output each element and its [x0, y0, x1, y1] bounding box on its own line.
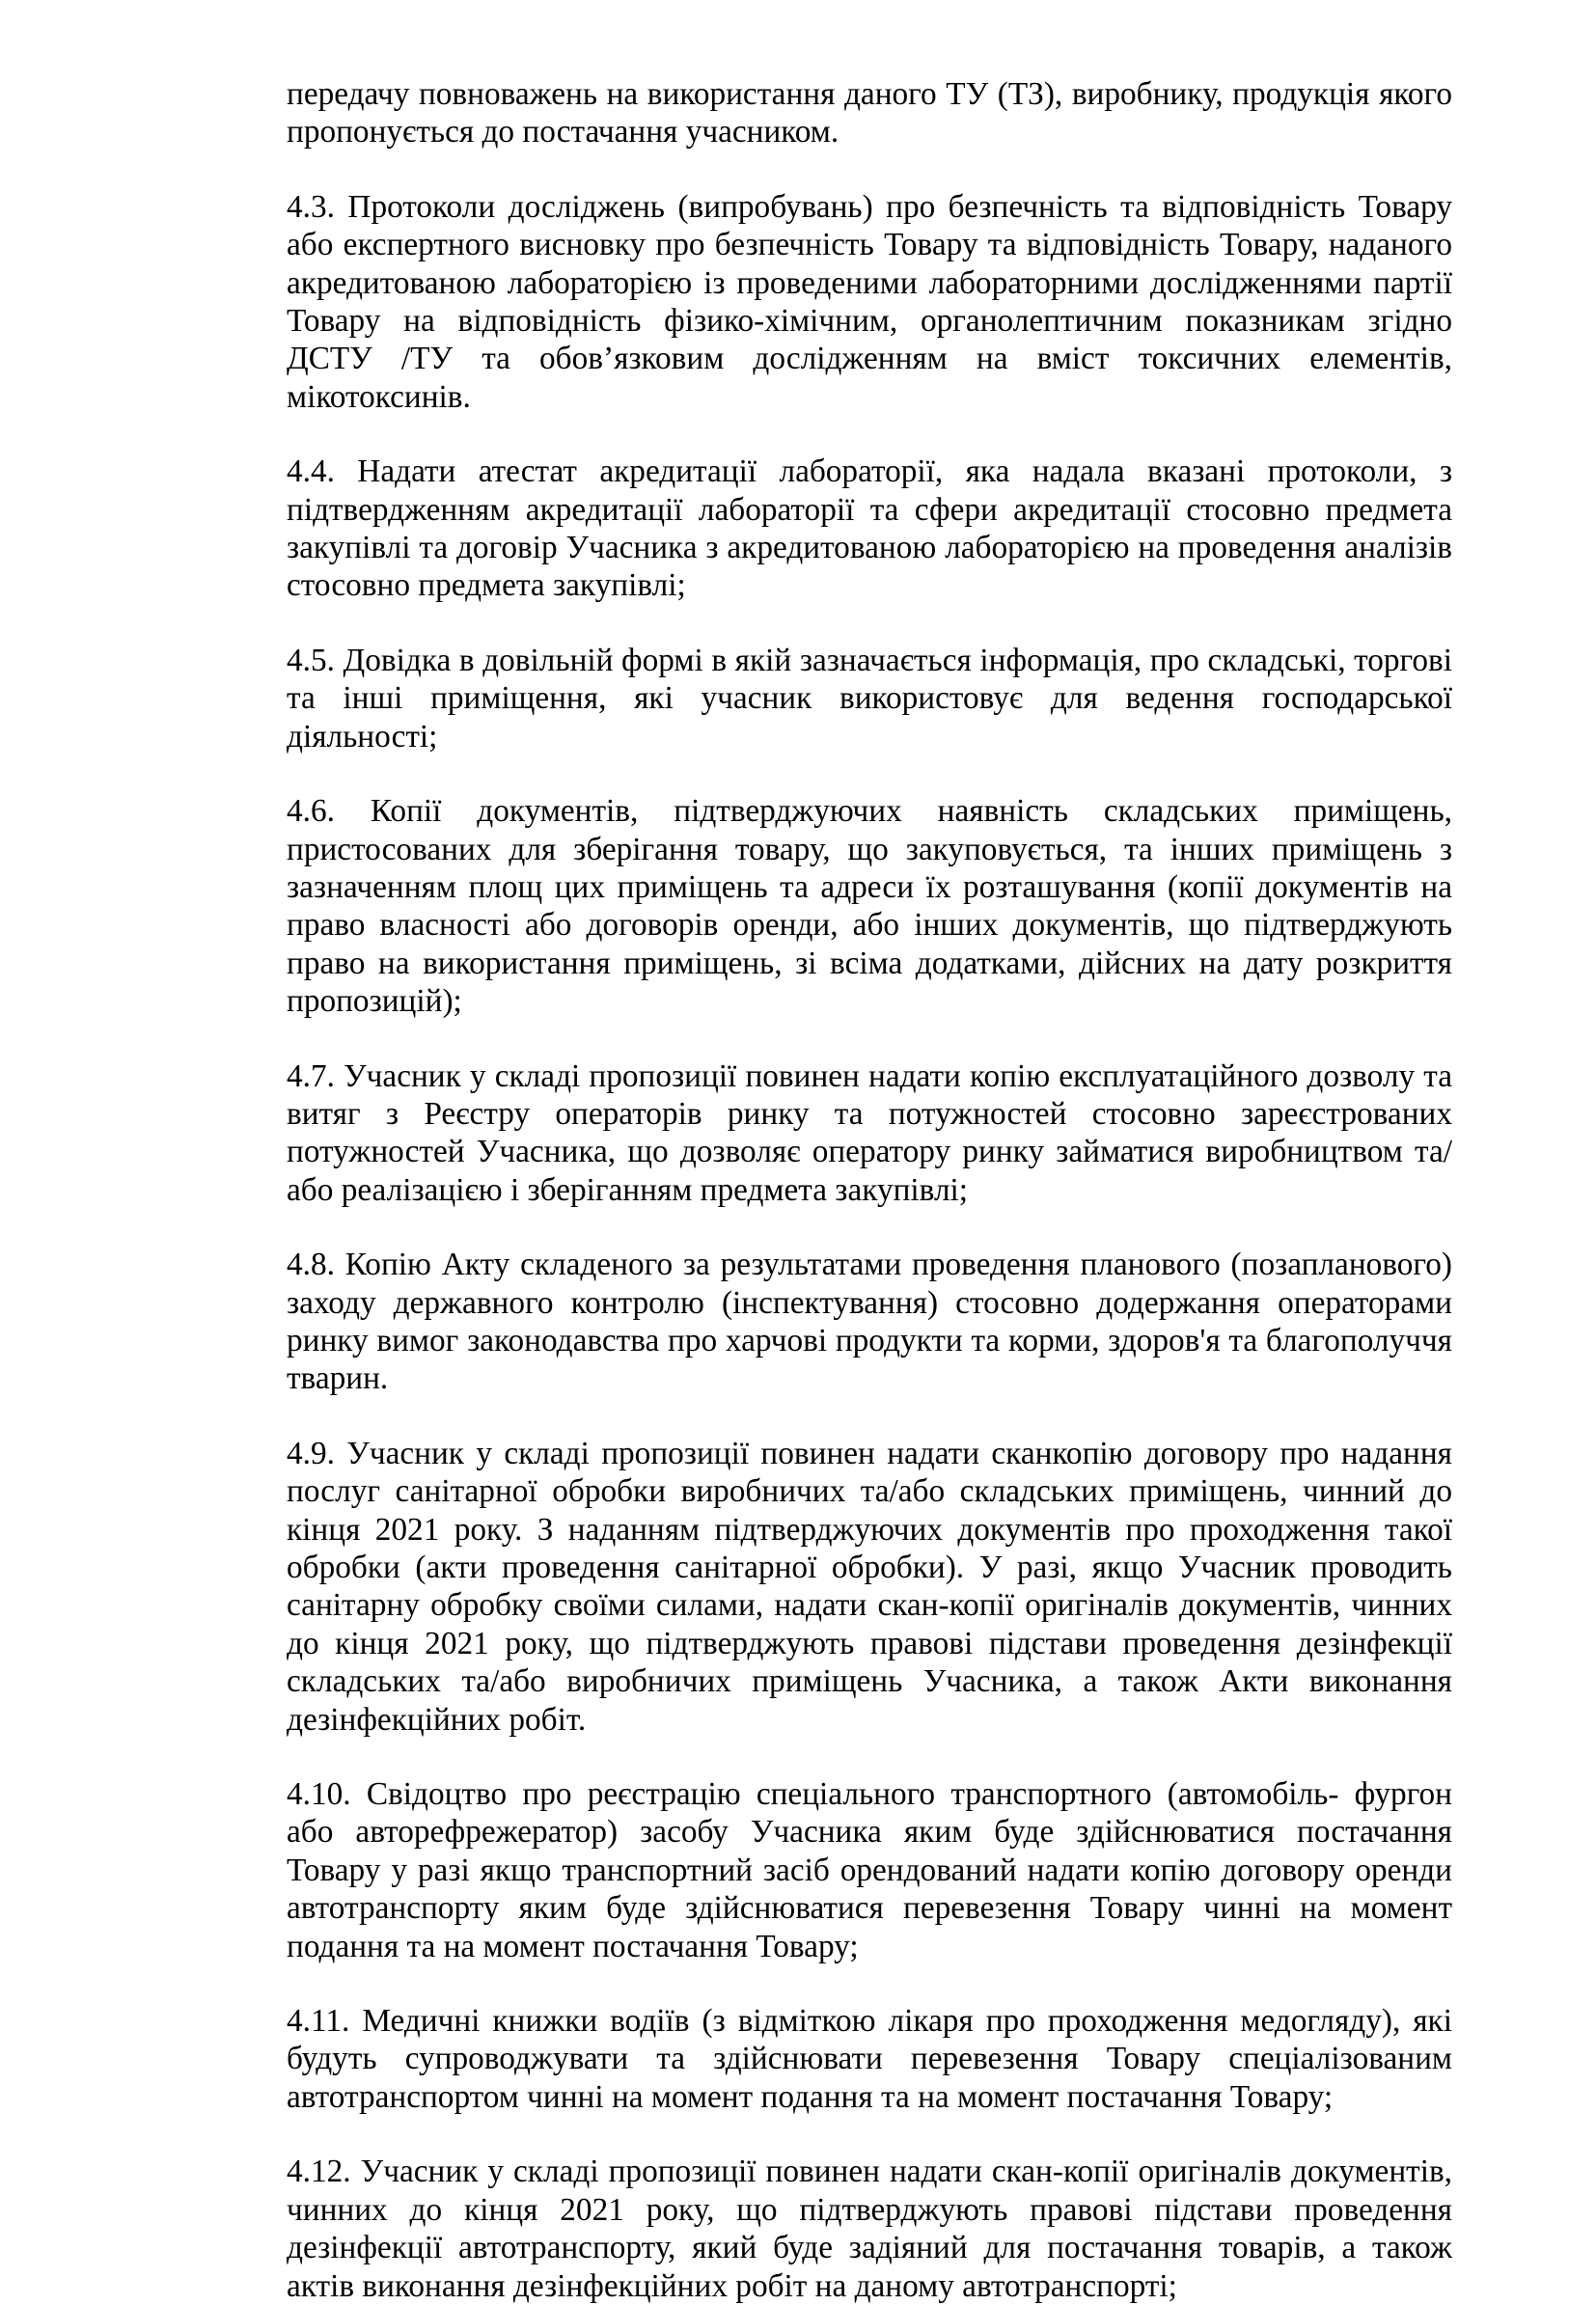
- paragraph-4-10: 4.10. Свідоцтво про реєстрацію спеціального транспортного (автомобіль- фургон або авторефрежератор) засобу Учасника яким буде здійснюватися постачання Товару у разі якщо транспортний засіб орендований надати копію договору оренди автотранспорту яким буде здійснюватися перевезення Товару чинні на момент подання та на момент постачання Товару;: [287, 1776, 1452, 1964]
- paragraph-4-8: 4.8. Копію Акту складеного за результатами проведення планового (позапланового) заходу державного контролю (інспектування) стосовно додержання операторами ринку вимог законодавства про харчові продукти та корми, здоров'я та благополуччя тварин.: [287, 1247, 1452, 1397]
- paragraph-4-6: 4.6. Копії документів, підтверджуючих наявність складських приміщень, пристосованих для зберігання товару, що закуповується, та інших приміщень з зазначенням площ цих приміщень та адреси їх розташування (копії документів на право власності або договорів оренди, або інших документів, що підтверджують право на використання приміщень, зі всіма додатками, дійсних на дату розкриття пропозицій);: [287, 793, 1452, 1020]
- paragraph-4-7: 4.7. Учасник у складі пропозиції повинен надати копію експлуатаційного дозволу та витяг з Реєстру операторів ринку та потужностей стосовно зареєстрованих потужностей Учасника, що дозволяє оператору ринку займатися виробництвом та/або реалізацією і зберіганням предмета закупівлі;: [287, 1057, 1452, 1208]
- paragraph-continuation: передачу повноважень на використання даного ТУ (ТЗ), виробнику, продукція якого пропонується до постачання учасником.: [287, 76, 1452, 151]
- paragraph-4-12: 4.12. Учасник у складі пропозиції повинен надати скан-копії оригіналів документів, чинних до кінця 2021 року, що підтверджують правові підстави проведення дезінфекції автотранспорту, який буде задіяний для постачання товарів, а також актів виконання дезінфекційних робіт на даному автотранспорті;: [287, 2154, 1452, 2304]
- paragraph-4-5: 4.5. Довідка в довільній формі в якій зазначається інформація, про складські, торгові та інші приміщення, які учасник використовує для ведення господарської діяльності;: [287, 642, 1452, 755]
- paragraph-4-3: 4.3. Протоколи досліджень (випробувань) про безпечність та відповідність Товару або експертного висновку про безпечність Товару та відповідність Товару, наданого акредитованою лабораторією із проведеними лабораторними дослідженнями партії Товару на відповідність фізико-хімічним, органолептичним показникам згідно ДСТУ /ТУ та обов’язковим дослідженням на вміст токсичних елементів, мікотоксинів.: [287, 188, 1452, 415]
- document-page: [287, 75, 1452, 2305]
- paragraph-4-4: 4.4. Надати атестат акредитації лабораторії, яка надала вказані протоколи, з підтвердженням акредитації лабораторії та сфери акредитації стосовно предмета закупівлі та договір Учасника з акредитованою лабораторією на проведення аналізів стосовно предмета закупівлі;: [287, 453, 1452, 604]
- paragraph-4-9: 4.9. Учасник у складі пропозиції повинен надати сканкопію договору про надання послуг санітарної обробки виробничих та/або складських приміщень, чинний до кінця 2021 року. З наданням підтверджуючих документів про проходження такої обробки (акти проведення санітарної обробки). У разі, якщо Учасник проводить санітарну обробку своїми силами, надати скан-копії оригіналів документів, чинних до кінця 2021 року, що підтверджують правові підстави проведення дезінфекції складських та/або виробничих приміщень Учасника, а також Акти виконання дезінфекційних робіт.: [287, 1435, 1452, 1738]
- paragraph-4-11: 4.11. Медичні книжки водіїв (з відміткою лікаря про проходження медогляду), які будуть супроводжувати та здійснювати перевезення Товару спеціалізованим автотранспортом чинні на момент подання та на момент постачання Товару;: [287, 2003, 1452, 2115]
